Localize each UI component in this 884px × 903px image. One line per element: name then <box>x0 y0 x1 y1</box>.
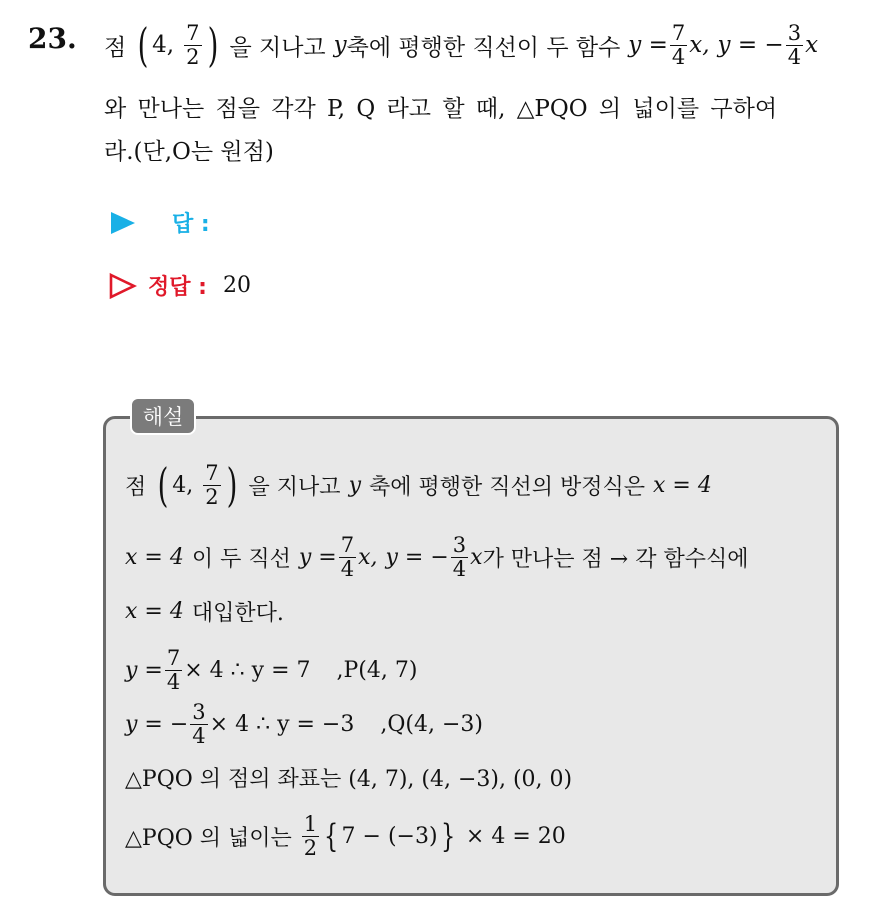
problem-line-2: 와 만나는 점을 각각 P, Q 라고 할 때, △PQO 의 넓이를 구하여 <box>104 96 778 122</box>
explanation-line-5 <box>125 694 483 754</box>
fraction-denominator: 4 <box>452 556 467 581</box>
explanation-text: 가 만나는 점 → 각 함수식에 <box>482 546 749 572</box>
fraction-denominator: 2 <box>205 484 219 509</box>
function-lhs: y = <box>628 32 668 58</box>
correct-answer-label: 정답 : <box>148 275 207 300</box>
left-paren: ( <box>157 458 169 512</box>
fraction-numerator: 7 <box>205 461 219 486</box>
function-tail: x <box>470 544 483 570</box>
explanation-line-3 <box>125 596 284 627</box>
equation: x = 4 <box>125 544 184 570</box>
correct-answer-row <box>108 270 251 301</box>
function-fraction <box>451 534 468 579</box>
function-lhs: y = <box>298 544 337 570</box>
explanation-text: 점 <box>125 474 147 500</box>
function-fraction <box>786 22 803 67</box>
function-lhs: y = − <box>385 544 449 570</box>
problem-text: 을 지나고 <box>229 34 326 61</box>
left-paren: ( <box>137 18 149 72</box>
right-brace: } <box>440 817 455 855</box>
play-filled-icon <box>108 210 138 236</box>
fraction-denominator: 2 <box>186 44 200 69</box>
calculation: × 4 ∴ y = −3 <box>209 711 355 737</box>
fraction-numerator: 3 <box>452 533 467 558</box>
problem-text: 점 <box>104 34 127 61</box>
function-fraction <box>670 22 687 67</box>
math-variable: y <box>333 32 347 58</box>
fraction-denominator: 4 <box>166 669 181 694</box>
fraction-denominator: 4 <box>340 556 355 581</box>
problem-line-1 <box>104 12 818 78</box>
fraction-numerator: 3 <box>192 700 206 725</box>
function-fraction <box>339 534 356 579</box>
half-fraction <box>302 813 319 858</box>
explanation-line-6: △PQO 의 점의 좌표는 (4, 7), (4, −3), (0, 0) <box>125 767 573 792</box>
explanation-line-4 <box>125 640 417 700</box>
fraction-numerator: 7 <box>671 21 686 46</box>
explanation-text: 대입한다. <box>191 601 284 626</box>
calculation: × 4 ∴ y = 7 <box>184 657 311 683</box>
function-lhs: y = <box>125 657 163 683</box>
right-paren: ) <box>226 458 237 512</box>
point-label: ,Q(4, −3) <box>380 711 483 737</box>
explanation-text: 이 두 직선 <box>191 546 291 572</box>
explanation-text: 축에 평행한 직선의 방정식은 <box>369 474 646 500</box>
fraction-numerator: 1 <box>303 812 318 837</box>
fraction-numerator: 7 <box>186 21 200 46</box>
right-paren: ) <box>207 18 218 72</box>
explanation-line-7 <box>125 806 566 866</box>
explanation-tag: 해설 <box>130 397 196 435</box>
calculation: × 4 = 20 <box>465 823 566 849</box>
explanation-line-1 <box>125 452 712 518</box>
function-tail: x, <box>358 544 378 570</box>
fraction-denominator: 4 <box>192 723 206 748</box>
fraction-denominator: 4 <box>671 44 686 69</box>
answer-label: 답 : <box>172 212 210 237</box>
function-fraction <box>165 647 182 692</box>
fraction-denominator: 4 <box>787 44 802 69</box>
play-outline-icon <box>108 272 138 300</box>
fraction-denominator: 2 <box>303 835 318 860</box>
function-tail: x, <box>689 32 710 58</box>
fraction-numerator: 3 <box>787 21 802 46</box>
equation: x = 4 <box>653 472 712 498</box>
math-variable: y <box>348 472 361 498</box>
point-coordinate: 4, <box>172 472 194 498</box>
explanation-text: △PQO 의 넓이는 <box>125 825 292 851</box>
explanation-line-2 <box>125 526 748 588</box>
question-number: 23. <box>28 22 77 55</box>
calculation: 7 − (−3) <box>341 823 438 849</box>
problem-text: 축에 평행한 직선이 두 함수 <box>346 34 621 61</box>
point-coordinate: 4, <box>152 32 175 58</box>
correct-answer-value: 20 <box>222 273 251 298</box>
point-label: ,P(4, 7) <box>336 657 418 683</box>
left-brace: { <box>324 817 339 855</box>
point-fraction <box>184 22 201 67</box>
answer-row <box>108 207 224 238</box>
function-tail: x <box>805 32 819 58</box>
explanation-text: 을 지나고 <box>248 474 341 500</box>
problem-line-3: 라.(단,O는 원점) <box>104 139 274 165</box>
fraction-numerator: 7 <box>340 533 355 558</box>
point-fraction <box>203 462 220 507</box>
function-lhs: y = − <box>125 711 189 737</box>
equation: x = 4 <box>125 599 184 624</box>
function-lhs: y = − <box>717 32 784 58</box>
fraction-numerator: 7 <box>166 646 181 671</box>
function-fraction <box>190 701 207 746</box>
